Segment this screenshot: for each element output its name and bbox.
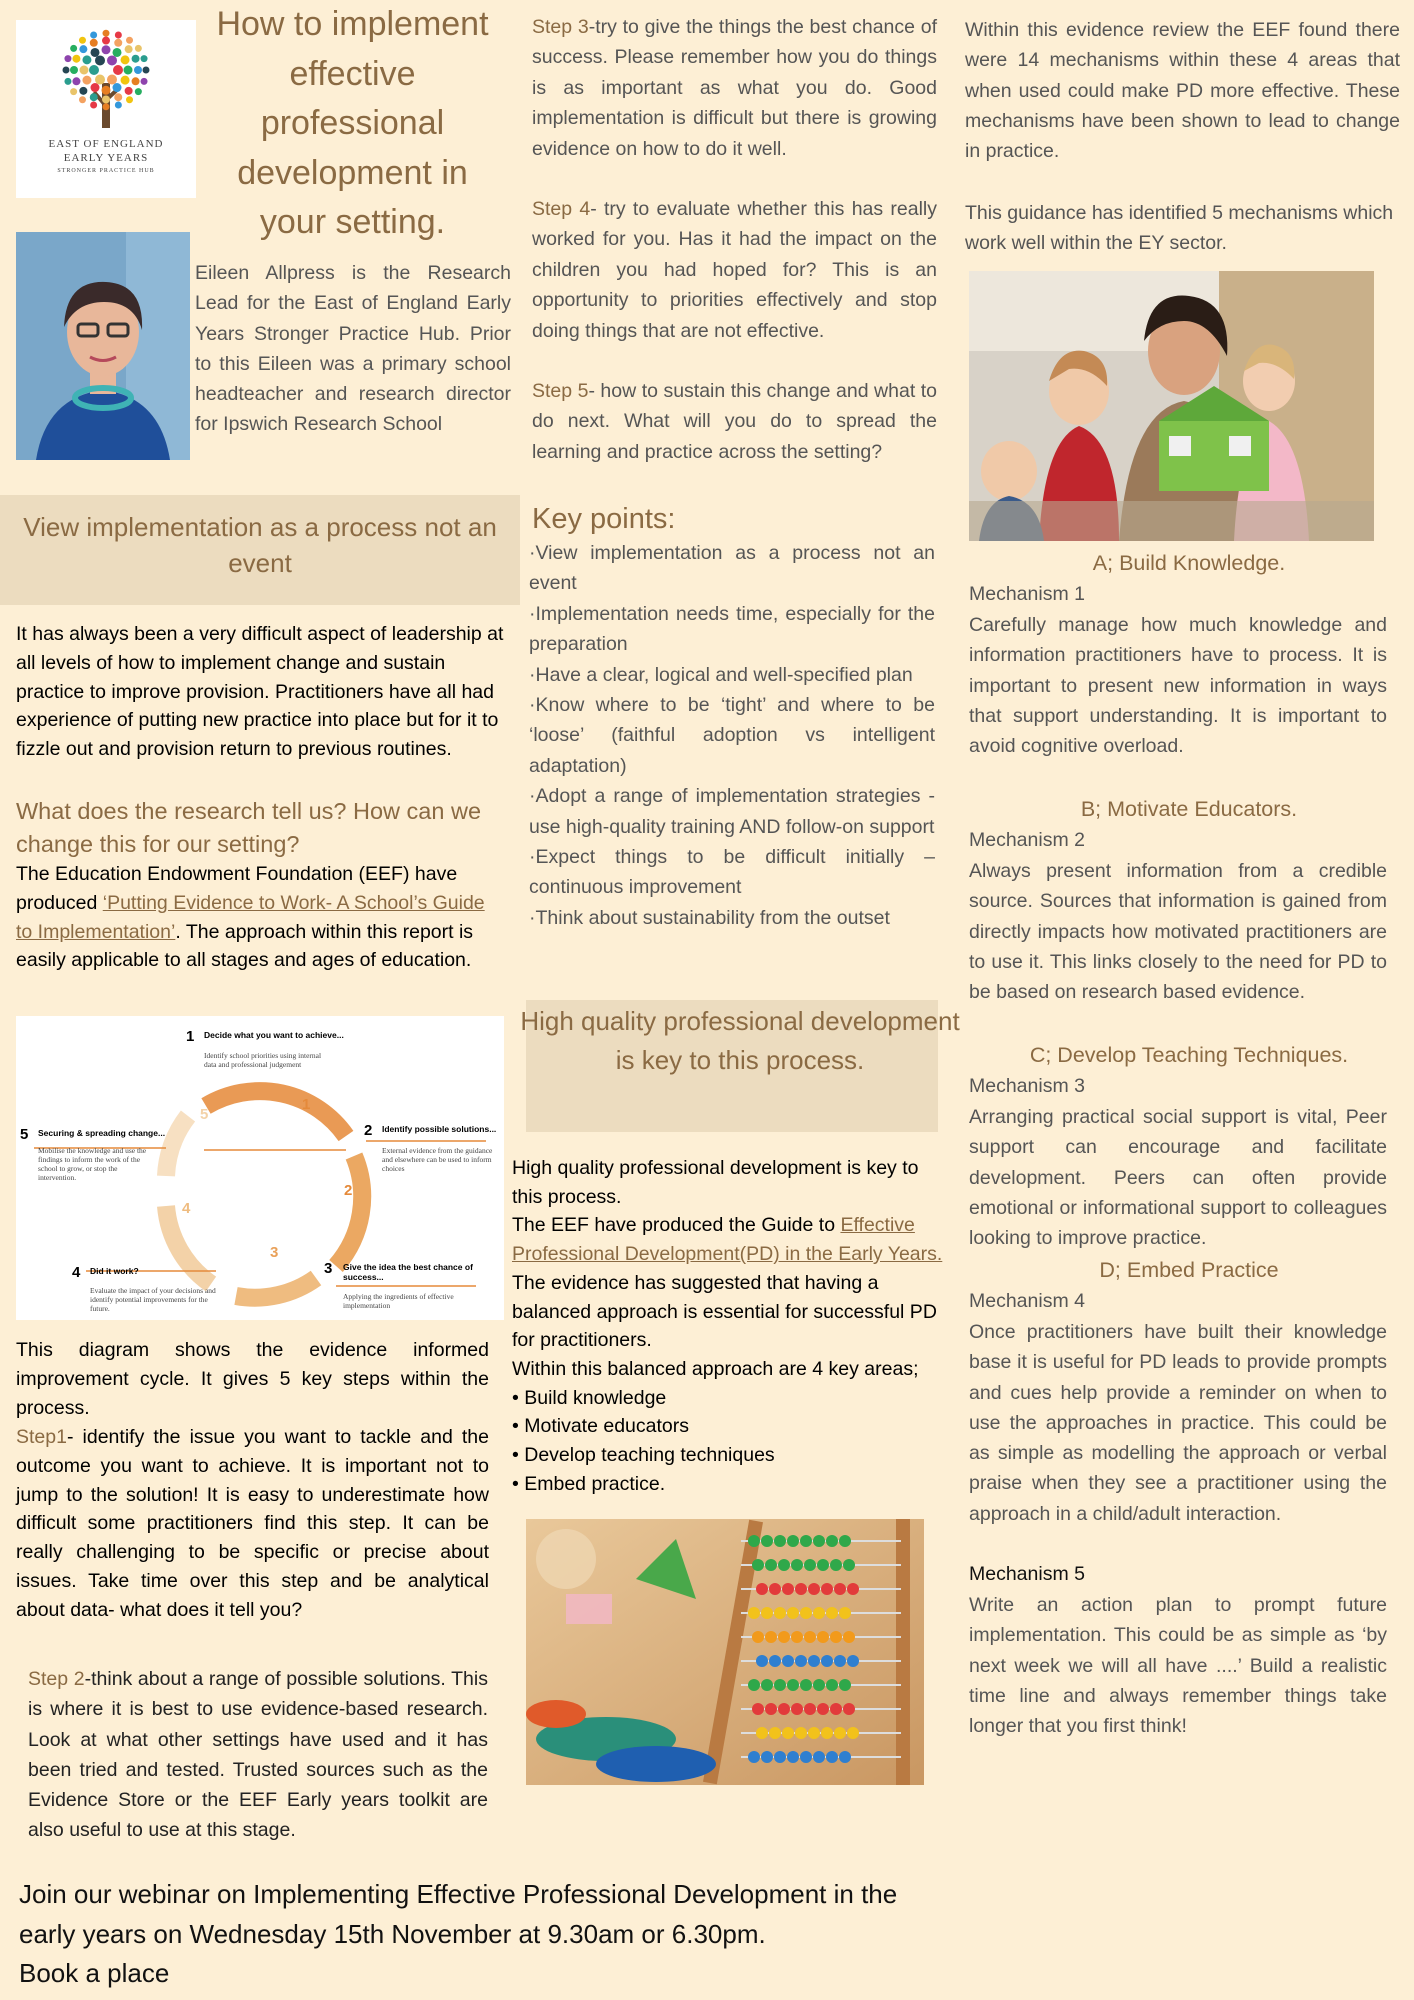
key-point: ·Think about sustainability from the outset bbox=[529, 906, 890, 929]
diagram-step2-title: Identify possible solutions... bbox=[382, 1124, 497, 1134]
tree-icon bbox=[16, 28, 196, 138]
banner-process bbox=[0, 495, 520, 605]
research-heading: What does the research tell us? How can we change this for our setting? bbox=[16, 798, 482, 857]
key-area-item: • Build knowledge bbox=[512, 1386, 667, 1409]
key-area-item: • Develop teaching techniques bbox=[512, 1444, 775, 1467]
diagram-step3-number: 3 bbox=[324, 1260, 333, 1277]
diagram-step5-title: Securing & spreading change... bbox=[38, 1128, 166, 1138]
step1-label: Step1 bbox=[16, 1426, 67, 1448]
area-b-heading: B; Motivate Educators. bbox=[1080, 797, 1298, 821]
area-c-heading: C; Develop Teaching Techniques. bbox=[1029, 1043, 1349, 1067]
mechanism5-text: Write an action plan to prompt future implementation. This could be as simple as ‘by next week we will all have ....’ Build a realistic time line and always remember things take longer that you first think! bbox=[969, 1594, 1387, 1738]
logo-line1: EAST OF ENGLAND bbox=[48, 138, 164, 150]
mechanism4-label: Mechanism 4 bbox=[969, 1290, 1085, 1312]
diagram-step2-text: External evidence from the guidance and elsewhere can be used to inform choices bbox=[382, 1146, 493, 1173]
step5-text: - how to sustain this change and what to do next. What will you do to spread the learning and practice across the setting? bbox=[532, 380, 937, 463]
abacus-photo bbox=[526, 1519, 924, 1785]
classroom-photo bbox=[969, 271, 1374, 541]
key-area-item: • Embed practice. bbox=[512, 1472, 666, 1495]
eef-pd-guide-link[interactable]: Effective Professional Development(PD) in the Early Years. bbox=[512, 1214, 943, 1266]
area-a-heading: A; Build Knowledge. bbox=[1092, 551, 1286, 575]
diagram-step1-number: 1 bbox=[186, 1028, 195, 1045]
hq-para1: High quality professional development is key to this process. bbox=[512, 1157, 919, 1208]
step3-text: -try to give the things the best chance of success. Please remember how you do things is as important as what you do. Good implementation is difficult but there is growing evidence on how to do it well. bbox=[532, 16, 937, 160]
step4-text: - try to evaluate whether this has really worked for you. Has it had the impact on the children you had hoped for? This is an opportunity to priorities effectively and stop doing things that are not effective. bbox=[532, 198, 937, 342]
improvement-cycle-diagram bbox=[16, 1016, 504, 1320]
intro-paragraph: It has always been a very difficult aspect of leadership at all levels of how to implement change and sustain practice to improve provision. Practitioners have all had experience of putting new practice into place but for it to fizzle out and provision return to previous routines. bbox=[16, 623, 504, 761]
step3-label: Step 3 bbox=[532, 16, 589, 38]
step2-paragraph bbox=[28, 1664, 488, 1846]
key-point: ·Have a clear, logical and well-specified plan bbox=[529, 663, 913, 686]
mechanisms-intro: Within this evidence review the EEF found there were 14 mechanisms within these 4 areas that when used could make PD more effective. These mechanisms have been shown to lead to change in practice. bbox=[965, 19, 1400, 163]
step3-paragraph bbox=[532, 12, 937, 164]
hq-para2-text: The EEF have produced the Guide to bbox=[512, 1214, 841, 1237]
step4-label: Step 4 bbox=[532, 198, 591, 220]
eef-paragraph bbox=[16, 860, 506, 975]
diagram-step4-text: Evaluate the impact of your decisions and identify potential improvements for the future. bbox=[90, 1286, 216, 1313]
hq-para3: The evidence has suggested that having a balanced approach is essential for successful PD for practitioners. bbox=[512, 1271, 937, 1352]
page-title: How to implement effective professional development in your setting. bbox=[216, 5, 489, 241]
diagram-caption: This diagram shows the evidence informed improvement cycle. It gives 5 key steps within the process. bbox=[16, 1339, 489, 1419]
eef-guide-link[interactable]: ‘Putting Evidence to Work- A School’s Guide to Implementation’ bbox=[16, 891, 485, 943]
diagram-step1-title: Decide what you want to achieve... bbox=[204, 1030, 344, 1040]
key-area-item: • Motivate educators bbox=[512, 1415, 689, 1438]
mechanism5-label: Mechanism 5 bbox=[969, 1563, 1085, 1585]
step1-text: - identify the issue you want to tackle and the outcome you want to achieve. It is important not to jump to the solution! It is easy to underestimate how difficult some practitioners find this step. It can be really challenging to be specific or precise about issues. Take time over this step and be analytical about data- what does it tell you? bbox=[16, 1426, 489, 1621]
webinar-notice bbox=[19, 1875, 1019, 1994]
key-points-heading: Key points: bbox=[532, 503, 676, 535]
book-place-link[interactable]: Book a place bbox=[19, 1958, 170, 1988]
banner-hq-pd-text: High quality professional development is key to this process. bbox=[520, 1006, 960, 1075]
banner-process-text: View implementation as a process not an event bbox=[23, 512, 497, 578]
hq-pd-section bbox=[512, 1154, 952, 1498]
diagram-step4-title: Did it work? bbox=[90, 1266, 139, 1276]
mechanism3-text: Arranging practical social support is vital, Peer support can encourage and facilitate development. Peers can often provide emotional or informational support to colleagues looking to improve practice. bbox=[969, 1106, 1387, 1250]
cycle-arc-number-2: 2 bbox=[344, 1182, 353, 1199]
mechanism3-label: Mechanism 3 bbox=[969, 1075, 1085, 1097]
webinar-line1: Join our webinar on Implementing Effective Professional Development in the bbox=[19, 1879, 898, 1909]
key-point: ·Adopt a range of implementation strategies - use high-quality training AND follow-on support bbox=[529, 785, 935, 838]
cycle-arc-number-4: 4 bbox=[182, 1200, 191, 1217]
mechanism4-text: Once practitioners have built their knowledge base it is useful for PD leads to provide prompts and cues help provide a reminder on when to use the approaches in practice. This could be as simple as modelling the approach or verbal praise when they see a practitioner using the approach in a child/adult interaction. bbox=[969, 1321, 1387, 1525]
step4-paragraph bbox=[532, 194, 937, 346]
diagram-step2-number: 2 bbox=[364, 1122, 373, 1139]
logo-line3: STRONGER PRACTICE HUB bbox=[57, 168, 155, 174]
key-point: ·Expect things to be difficult initially – continuous improvement bbox=[529, 846, 935, 899]
diagram-step5-text: Mobilise the knowledge and use the findings to inform the work of the school to grow, or stop the intervention. bbox=[38, 1146, 147, 1182]
step2-text: -think about a range of possible solutions. This is where it is best to use evidence-based research. Look at what other settings have used and it has been tried and tested. Trusted sources such as the Evidence Store or the EEF Early years toolkit are also useful to use at this stage. bbox=[28, 1668, 488, 1842]
author-photo bbox=[16, 232, 190, 460]
diagram-step3-text: Applying the ingredients of effective implementation bbox=[343, 1292, 454, 1310]
author-bio: Eileen Allpress is the Research Lead for the East of England Early Years Stronger Practice Hub. Prior to this Eileen was a primary school headteacher and research director for Ipswich Research School bbox=[195, 262, 511, 436]
mechanism1-text: Carefully manage how much knowledge and information practitioners have to process. It is important to present new information in ways that support understanding. It is important to avoid cognitive overload. bbox=[969, 614, 1387, 758]
webinar-line2: early years on Wednesday 15th November at 9.30am or 6.30pm. bbox=[19, 1918, 766, 1949]
cycle-arc-number-3: 3 bbox=[270, 1244, 279, 1261]
mechanism2-text: Always present information from a credible source. Sources that information is gained from directly impacts how motivated practitioners are to use it. This links closely to the need for PD to be based on research based evidence. bbox=[969, 860, 1387, 1004]
key-points-list bbox=[529, 538, 935, 933]
cycle-arc-number-1: 1 bbox=[302, 1096, 311, 1113]
hq-para4: Within this balanced approach are 4 key areas; bbox=[512, 1357, 919, 1380]
key-point: ·Implementation needs time, especially for the preparation bbox=[529, 602, 935, 656]
diagram-step5-number: 5 bbox=[20, 1126, 29, 1143]
mechanisms-count: This guidance has identified 5 mechanisms which work well within the EY sector. bbox=[965, 202, 1394, 255]
eef-text-before: The Education Endowment Foundation (EEF) have produced bbox=[16, 863, 458, 914]
area-d-heading: D; Embed Practice bbox=[1099, 1258, 1279, 1282]
hq-para2 bbox=[512, 1211, 952, 1268]
step1-paragraph bbox=[16, 1423, 489, 1625]
key-point: ·View implementation as a process not an event bbox=[529, 542, 935, 595]
step2-label: Step 2 bbox=[28, 1668, 85, 1690]
step5-label: Step 5 bbox=[532, 380, 589, 402]
hub-logo bbox=[16, 20, 196, 198]
diagram-step4-number: 4 bbox=[72, 1264, 81, 1281]
mechanism2-label: Mechanism 2 bbox=[969, 829, 1085, 851]
step5-paragraph bbox=[532, 376, 937, 467]
diagram-step3-title: Give the idea the best chance of success... bbox=[343, 1262, 473, 1282]
mechanism1-label: Mechanism 1 bbox=[969, 583, 1085, 605]
eef-text-after: . The approach within this report is easily applicable to all stages and ages of education. bbox=[16, 920, 474, 972]
logo-line2: EARLY YEARS bbox=[63, 152, 149, 164]
key-point: ·Know where to be ‘tight’ and where to be ‘loose’ (faithful adoption vs intelligent adaptation) bbox=[529, 694, 935, 777]
diagram-step1-text: Identify school priorities using internal data and professional judgement bbox=[204, 1051, 322, 1069]
cycle-arc-number-5: 5 bbox=[200, 1106, 209, 1123]
